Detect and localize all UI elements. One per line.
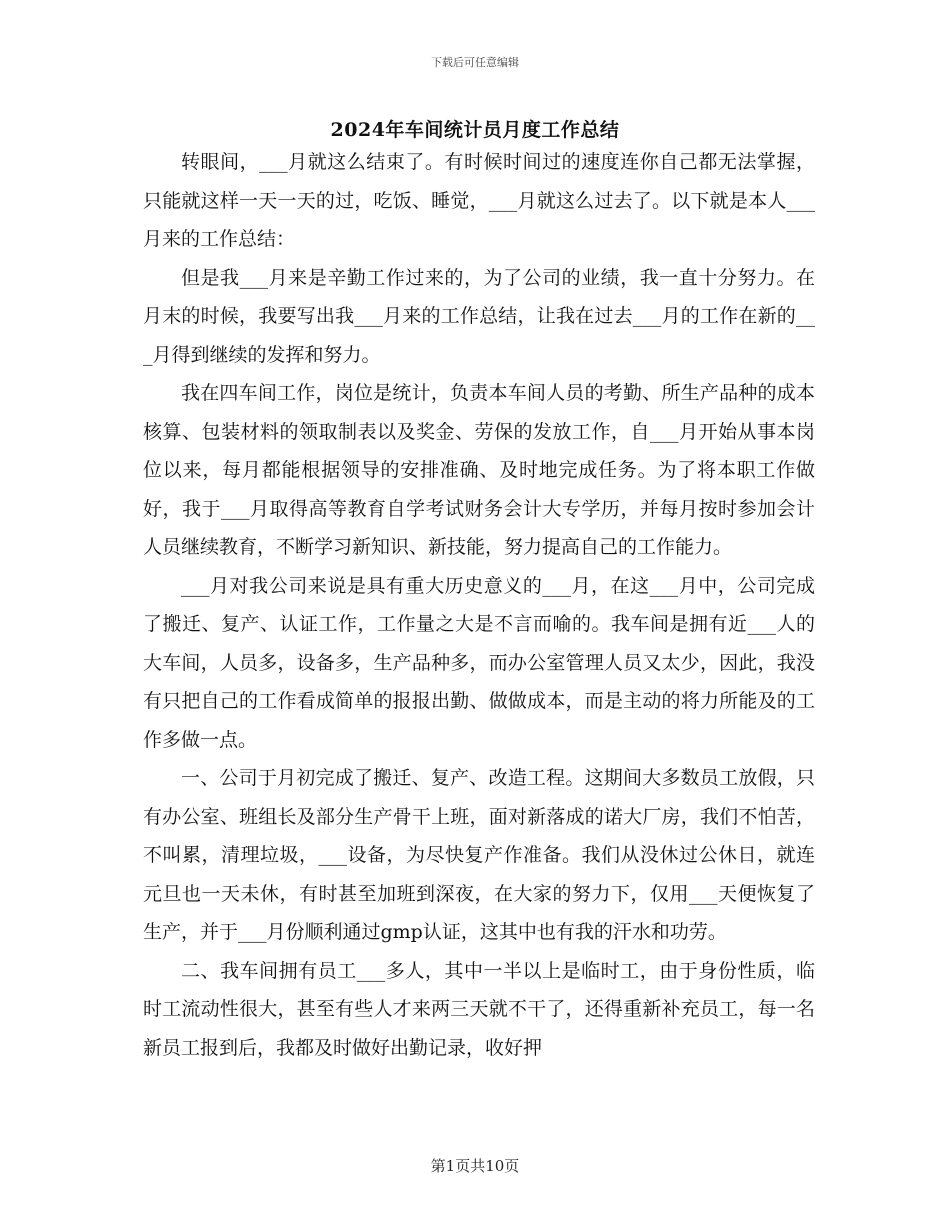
document-title: 2024年车间统计员月度工作总结 bbox=[330, 119, 620, 141]
paragraph-2: 但是我___月来是辛勤工作过来的，为了公司的业绩，我一直十分努力。在月末的时候，我要写出我___月来的工作总结，让我在过去___月的工作在新的___月得到继续的发挥和努力。 bbox=[143, 266, 815, 366]
paragraph-3: 我在四车间工作，岗位是统计，负责本车间人员的考勤、所生产品种的成本核算、包装材料的领取制表以及奖金、劳保的发放工作，自___月开始从事本岗位以来，每月都能根据领导的安排准确、及时地完成任务。为了将本职工作做好，我于___月取得高等教育自学考试财务会计大专学历，并每月按时参加会计人员继续教育，不断学习新知识、新技能，努力提高自己的工作能力。 bbox=[143, 382, 815, 558]
page-number-footer: 第1页共10页 bbox=[430, 1157, 520, 1175]
paragraph-5: 一、公司于月初完成了搬迁、复产、改造工程。这期间大多数员工放假，只有办公室、班组长及部分生产骨干上班，面对新落成的诺大厂房，我们不怕苦，不叫累，清理垃圾，___设备，为尽快复产作准备。我们从没休过公休日，就连元旦也一天未休，有时甚至加班到深夜，在大家的努力下，仅用___天便恢复了生产，并于___月份顺利通过gmp认证，这其中也有我的汗水和功劳。 bbox=[143, 767, 815, 943]
paragraph-4: ___月对我公司来说是具有重大历史意义的___月，在这___月中，公司完成了搬迁、复产、认证工作，工作量之大是不言而喻的。我车间是拥有近___人的大车间，人员多，设备多，生产品种多，而办公室管理人员又太少，因此，我没有只把自己的工作看成简单的报报出勤、做做成本，而是主动的将力所能及的工作多做一点。 bbox=[143, 574, 815, 751]
document-body bbox=[143, 143, 815, 1067]
header-note: 下载后可任意编辑 bbox=[431, 56, 519, 69]
paragraph-6: 二、我车间拥有员工___多人，其中一半以上是临时工，由于身份性质，临时工流动性很大，甚至有些人才来两三天就不干了，还得重新补充员工，每一名新员工报到后，我都及时做好出勤记录，收好押 bbox=[143, 959, 815, 1059]
paragraph-1: 转眼间，___月就这么结束了。有时候时间过的速度连你自己都无法掌握，只能就这样一天一天的过，吃饭、睡觉，___月就这么过去了。以下就是本人___月来的工作总结： bbox=[143, 151, 815, 250]
